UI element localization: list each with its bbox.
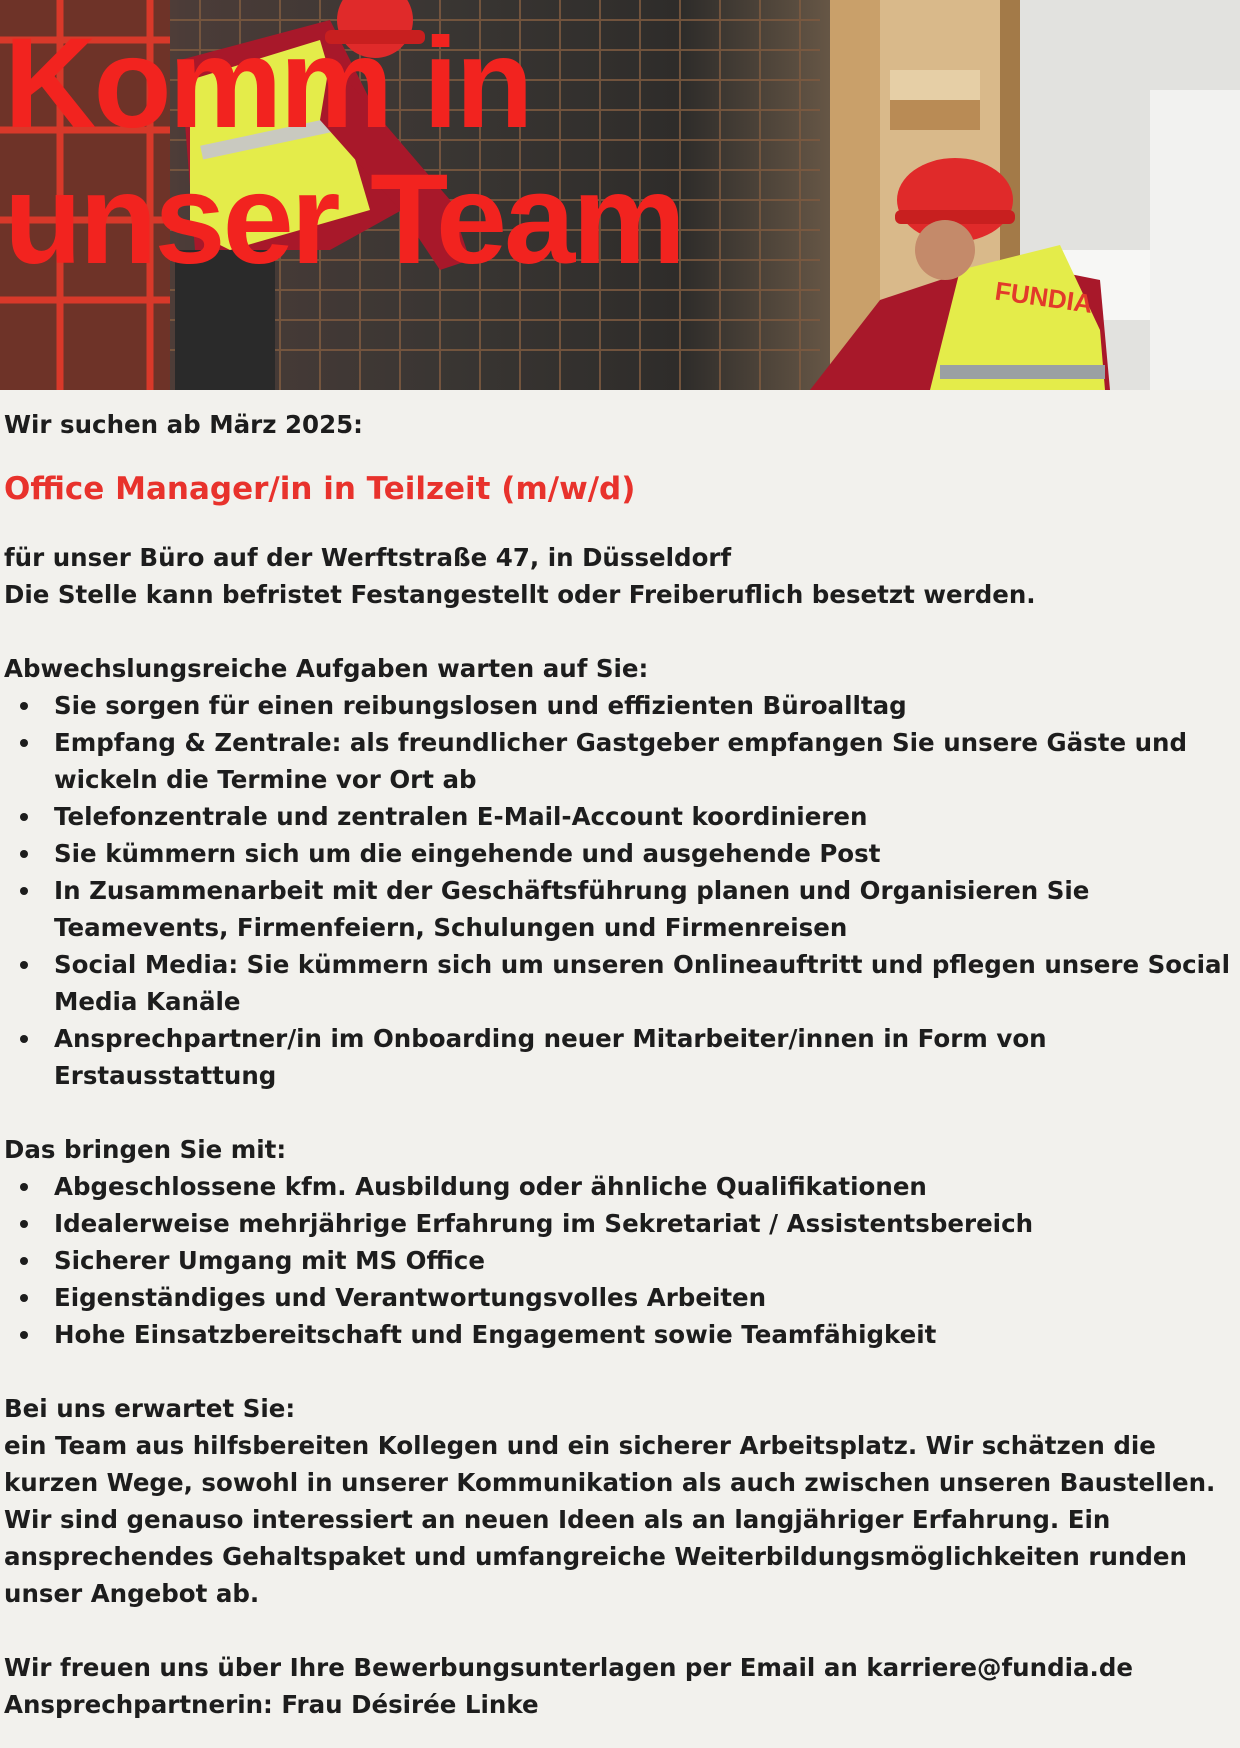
list-item: Sie sorgen für einen reibungslosen und effizienten Büroalltag bbox=[4, 687, 1236, 724]
list-item: Sicherer Umgang mit MS Office bbox=[4, 1242, 1236, 1279]
hero-banner bbox=[0, 0, 1240, 390]
hero-title-line1: Komm in bbox=[4, 12, 531, 155]
list-item: Idealerweise mehrjährige Erfahrung im Sekretariat / Assistentsbereich bbox=[4, 1205, 1236, 1242]
list-item: Abgeschlossene kfm. Ausbildung oder ähnliche Qualifikationen bbox=[4, 1168, 1236, 1205]
contact-person-line: Ansprechpartnerin: Frau Désirée Linke bbox=[4, 1690, 539, 1719]
offer-text: ein Team aus hilfsbereiten Kollegen und ein sicherer Arbeitsplatz. Wir schätzen die kurzen Wege, sowohl in unserer Kommunikation als auch zwischen unseren Baustellen. Wir sind genauso interessiert an neuen Ideen als an langjähriger Erfahrung. Ein ansprechendes Gehaltspaket und umfangreiche Weiterbildungsmöglichkeiten runden unser Angebot ab. bbox=[4, 1431, 1216, 1608]
tasks-heading: Abwechslungsreiche Aufgaben warten auf Sie: bbox=[4, 654, 649, 683]
list-item: Empfang & Zentrale: als freundlicher Gastgeber empfangen Sie unsere Gäste und wickeln die Termine vor Ort ab bbox=[4, 724, 1236, 798]
requirements-heading: Das bringen Sie mit: bbox=[4, 1135, 287, 1164]
intro-text: Wir suchen ab März 2025: bbox=[4, 410, 363, 439]
requirements-list bbox=[4, 1168, 1236, 1353]
contact-email-line: Wir freuen uns über Ihre Bewerbungsunterlagen per Email an karriere@fundia.de bbox=[4, 1653, 1133, 1682]
hero-title-line2: unser Team bbox=[4, 148, 683, 291]
tasks-list bbox=[4, 687, 1236, 1094]
list-item: In Zusammenarbeit mit der Geschäftsführung planen und Organisieren Sie Teamevents, Firmenfeiern, Schulungen und Firmenreisen bbox=[4, 872, 1236, 946]
offer-heading: Bei uns erwartet Sie: bbox=[4, 1394, 296, 1423]
list-item: Social Media: Sie kümmern sich um unseren Onlineauftritt und pflegen unsere Social Media Kanäle bbox=[4, 946, 1236, 1020]
job-ad-body bbox=[0, 390, 1240, 1723]
list-item: Eigenständiges und Verantwortungsvolles Arbeiten bbox=[4, 1279, 1236, 1316]
location-text: für unser Büro auf der Werftstraße 47, in Düsseldorf bbox=[4, 543, 732, 572]
employment-text: Die Stelle kann befristet Festangestellt oder Freiberuflich besetzt werden. bbox=[4, 580, 1036, 609]
list-item: Hohe Einsatzbereitschaft und Engagement sowie Teamfähigkeit bbox=[4, 1316, 1236, 1353]
list-item: Telefonzentrale und zentralen E-Mail-Account koordinieren bbox=[4, 798, 1236, 835]
vest-print-text: FUNDIA bbox=[993, 275, 1095, 319]
hero-title bbox=[4, 12, 683, 291]
list-item: Ansprechpartner/in im Onboarding neuer Mitarbeiter/innen in Form von Erstausstattung bbox=[4, 1020, 1236, 1094]
list-item: Sie kümmern sich um die eingehende und ausgehende Post bbox=[4, 835, 1236, 872]
job-title: Office Manager/in in Teilzeit (m/w/d) bbox=[4, 471, 636, 507]
